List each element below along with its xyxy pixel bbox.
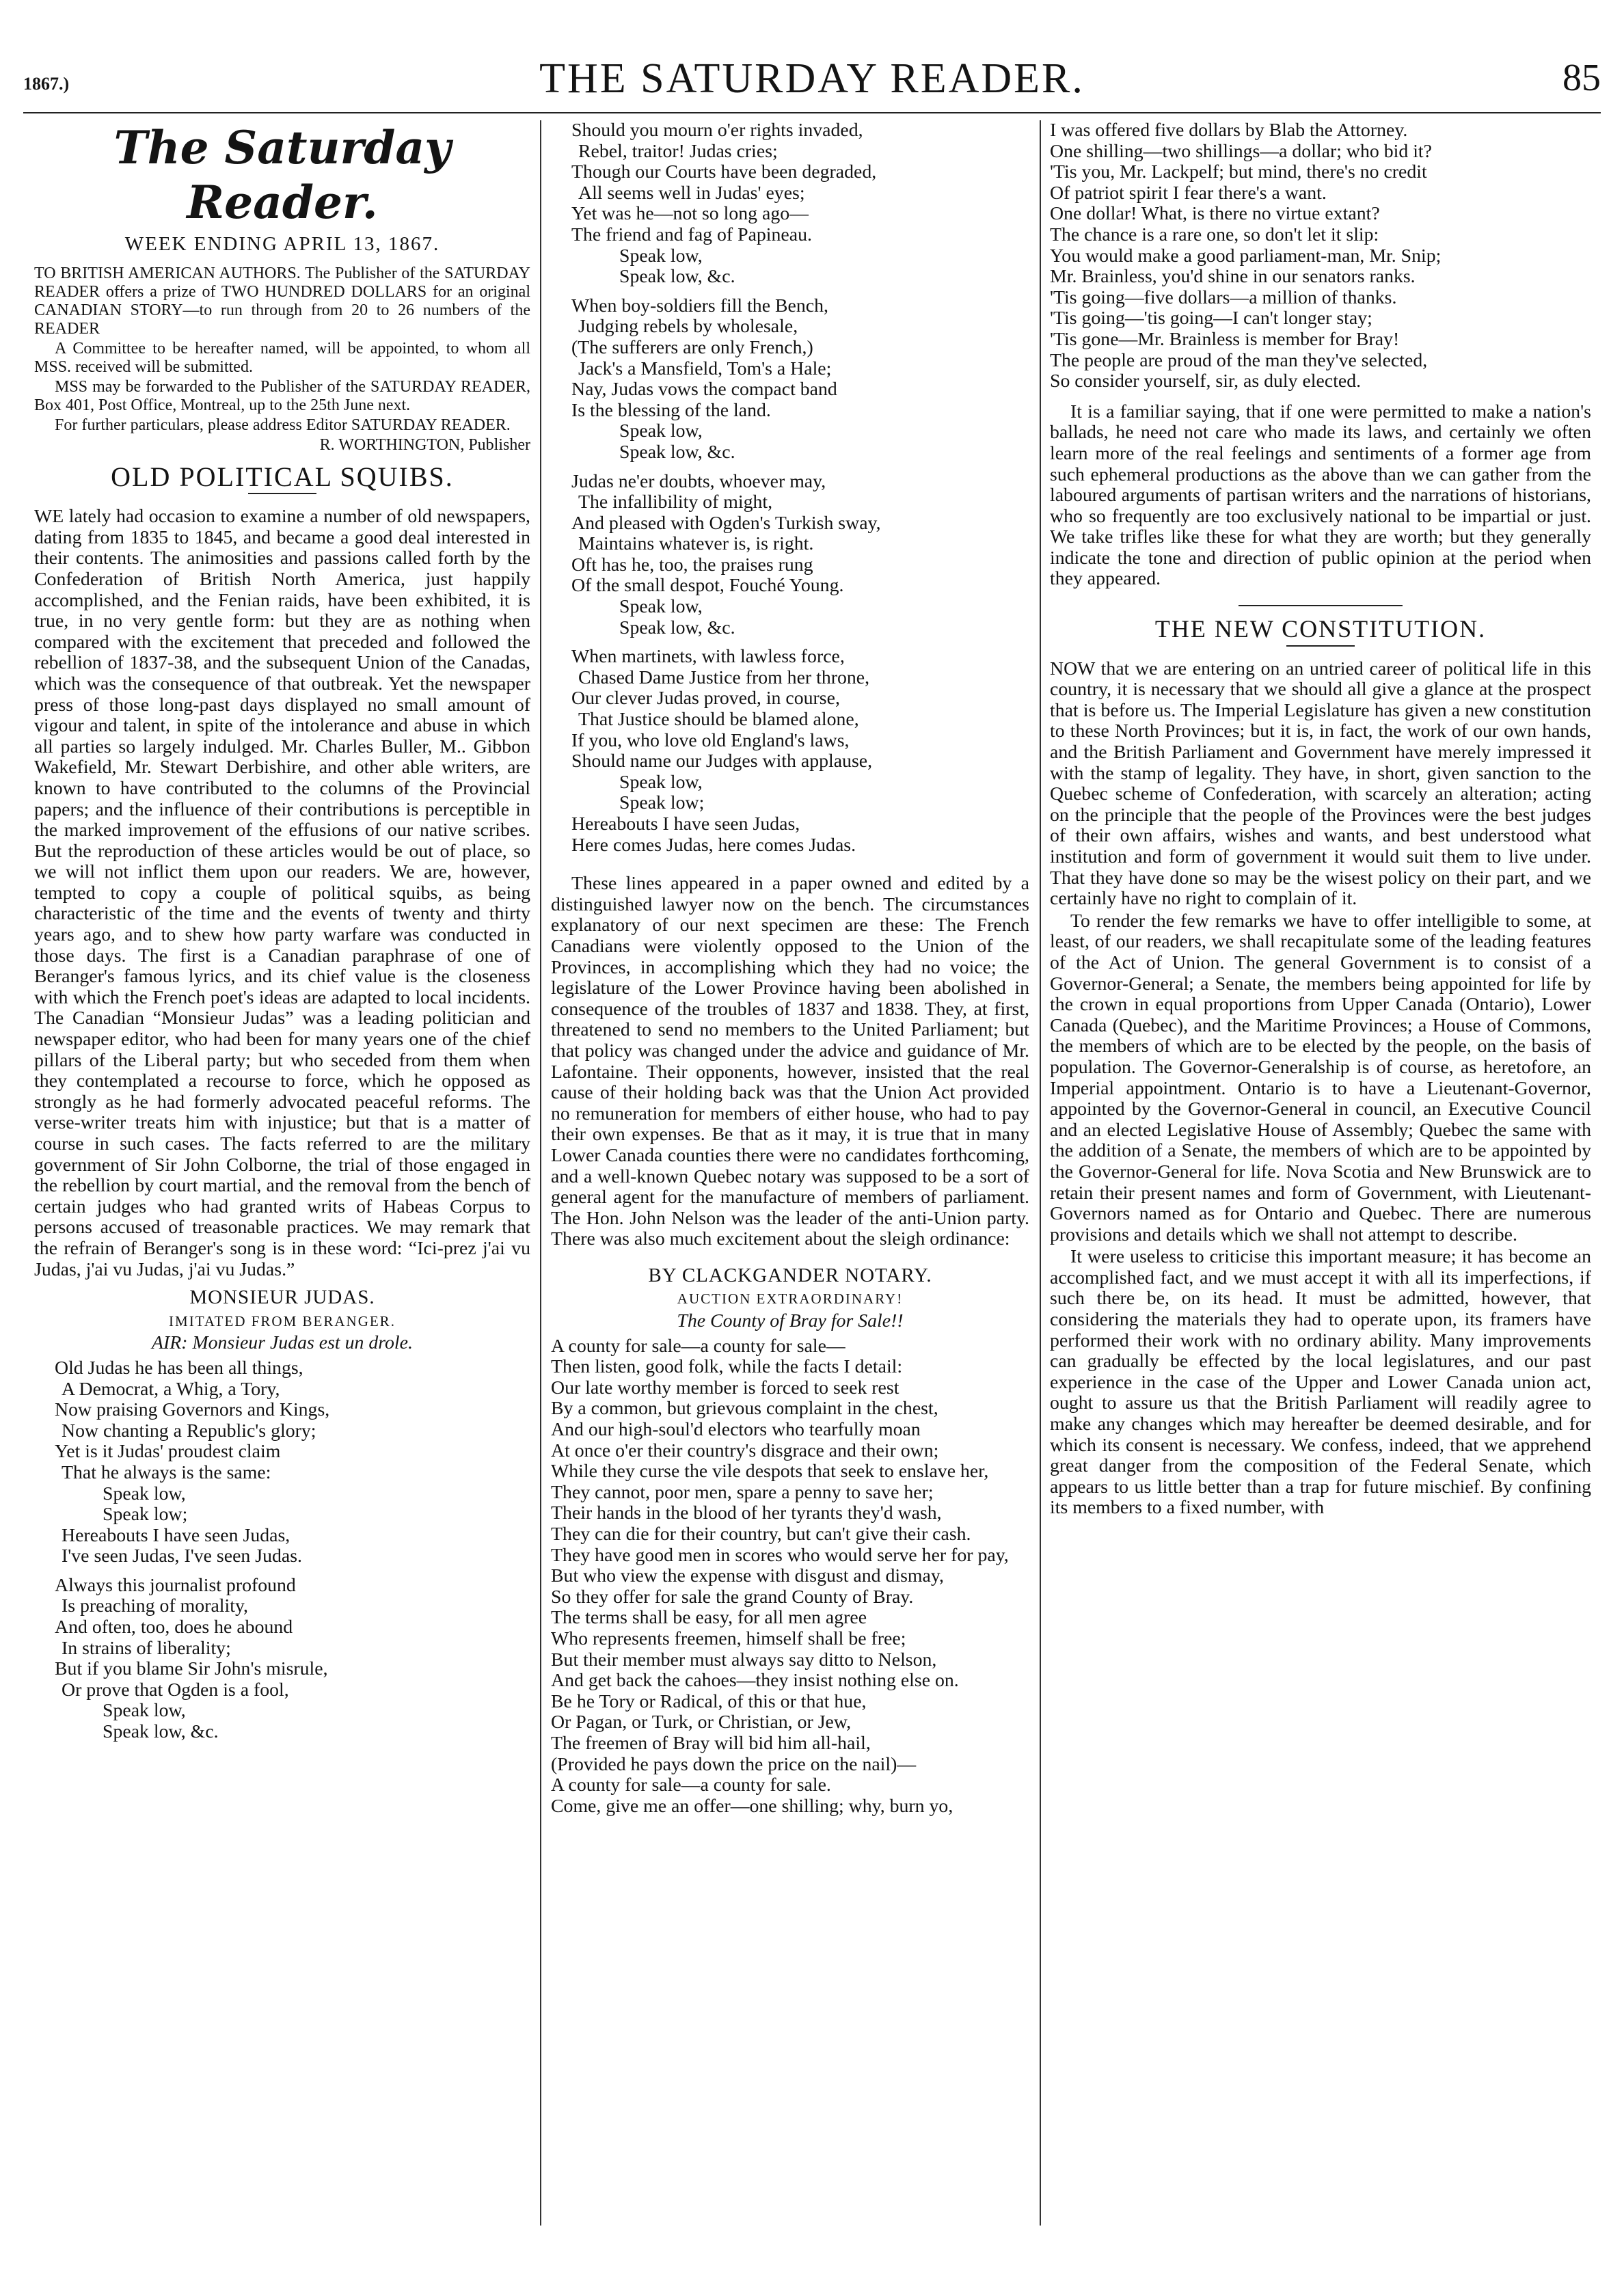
week-ending: WEEK ENDING APRIL 13, 1867. <box>124 233 440 255</box>
poem-line: (Provided he pays down the price on the nail)— <box>551 1753 917 1775</box>
poem-line: And our high-soul'd electors who tearfully moan <box>551 1419 921 1441</box>
poem-line: Judas ne'er doubts, whoever may, <box>571 470 826 492</box>
poem-line: Should you mourn o'er rights invaded, <box>571 120 863 141</box>
poem-line: Then listen, good folk, while the facts I detail: <box>551 1356 903 1378</box>
poem-line: Nay, Judas vows the compact band <box>571 379 837 401</box>
notice-signature: R. WORTHINGTON, Publisher <box>319 435 530 454</box>
poem-line: The terms shall be easy, for all men agree <box>551 1607 867 1629</box>
poem-line: That he always is the same: <box>62 1461 271 1483</box>
article-body: WE lately had occasion to examine a number of old newspapers, dating from 1835 to 1845, and became a good deal interested in their contents. The animosities and passions called forth by the Confederation of British North America, just happily accomplished, and the Fenian raids, have been exhibited, it is true, in no very gentle form: but they are as nothing when compared with the excitement that preceded and followed the rebellion of 1837-38, and the subsequent Union of the Canadas, which was the consequence of that outbreak. Yet the newspaper press of those long-past days displayed no small amount of vigour and talent, in spite of the intolerance and abuse in which all parties so largely indulged. Mr. Charles Buller, M.. Gibbon Wakefield, Mr. Stewart Derbishire, and other able writers, are known to have contributed to the columns of the Provincial papers; and the influence of their contributions is perceptible in the marked improvement of the effusions of our native scribes. But the reproduction of these articles would be out of place, so we will not inflict them upon our readers. We are, however, tempted to copy a couple of political squibs, as being characteristic of the time and the events of twenty and thirty years ago, and to shew how party warfare was conducted in those days. The first is a Canadian paraphrase of one of Beranger's famous lyrics, and its chief value is the closeness with which the French poet's ideas are adapted to local incidents. The Canadian “Monsieur Judas” was a leading politician and newspaper editor, who had been for many years one of the chief pillars of the Liberal party; but who seceded from them when they contemplated a recourse to force, which he opposed as strongly as he had formerly advocated peaceful reforms. The verse-writer treats him with injustice; but that is a matter of course in such cases. The facts referred to are the military government of Sir John Colborne, the trial of those engaged in the rebellion by court martial, and the removal from the bench of certain judges who had granted writs of Habeas Corpus to persons accused of treasonable practices. We may remark that the refrain of Beranger's song is in these word: “Ici-prez j'ai vu Judas, j'ai vu Judas, j'ai vu Judas.” <box>34 506 530 1280</box>
poem-line <box>551 288 1029 296</box>
poem-line: A county for sale—a county for sale. <box>551 1774 831 1796</box>
article-heading-constitution: THE NEW CONSTITUTION. <box>1154 615 1487 643</box>
poem-line: 'Tis gone—Mr. Brainless is member for Bray! <box>1050 328 1400 350</box>
poem-line: Rebel, traitor! Judas cries; <box>578 140 778 162</box>
poem-line: Is the blessing of the land. <box>571 399 771 421</box>
poem-line: And often, too, does he abound <box>55 1617 293 1638</box>
poem-line: Old Judas he has been all things, <box>55 1357 303 1379</box>
heading-rule <box>248 493 316 494</box>
song-subtitle: IMITATED FROM BERANGER. <box>169 1312 396 1329</box>
constitution-paragraph: NOW that we are entering on an untried career of political life in this country, it is necessary that we should all give a glance at the prospect that is before us. The Imperial Legislature has given a new constitution to these North Provinces; but it is, in fact, the work of our own hands, and the British Parliament and Government have merely impressed it with the stamp of legality. They have, in short, given sanction to the Quebec scheme of Confederation, with scarcely an alteration; acting on the principle that the people of the Provinces were the best judges of their own affairs, wishes and wants, and best understood what institution and form of government it would suit them to live under. That they have done so may be the wisest policy on their part, and we certainly have no right to complain of it. <box>1050 658 1591 910</box>
poem-line: Our clever Judas proved, in course, <box>571 688 840 709</box>
poem-line: Speak low, <box>103 1483 186 1504</box>
poem-line: Maintains whatever is, is right. <box>578 533 814 555</box>
poem-line: Speak low; <box>103 1504 188 1526</box>
poem-line: A county for sale—a county for sale— <box>551 1335 845 1357</box>
poem-line: A Democrat, a Whig, a Tory, <box>62 1378 280 1400</box>
poem-line: Speak low, <box>619 771 703 793</box>
poem-line: But who view the expense with disgust and dismay, <box>551 1565 944 1587</box>
poem-line: Their hands in the blood of her tyrants they'd wash, <box>551 1502 942 1524</box>
poem-line: When martinets, with lawless force, <box>571 646 845 668</box>
poem-line: The friend and fag of Papineau. <box>571 224 812 245</box>
section-rule <box>1239 605 1403 606</box>
poem-line: Or prove that Ogden is a fool, <box>62 1679 289 1701</box>
poem-line: Speak low, <box>619 245 703 267</box>
poem-line: Speak low; <box>619 792 705 814</box>
article-body-continued: These lines appeared in a paper owned and edited by a distinguished lawyer now on the bench. The circumstances explanatory of our next specimen are these: The French Canadians were violently opposed to the Union of the Provinces, in accomplishing which they had no voice; the legislature of the Lower Province having been abolished in consequence of the troubles of 1837 and 1838. They, at first, threatened to send no members to the United Parliament; but that policy was changed under the advice and guidance of Mr. Lafontaine. Their opponents, however, insisted that the real cause of their holding back was that the Union Act provided no remuneration for members of either house, who had to pay their own expenses. Be that as it may, it is true that in many Lower Canada counties there were no candidates forthcoming, and a well-known Quebec notary was supposed to be a sort of general agent for the manufacture of members of parliament. The Hon. John Nelson was the leader of the anti-Union party. There was also much excitement about the sleigh ordinance: <box>551 873 1029 1250</box>
poem-line: Speak low, &c. <box>619 266 735 288</box>
poem-line: Speak low, <box>103 1700 186 1722</box>
masthead: The Saturday Reader. <box>113 121 451 229</box>
column-1 <box>34 120 530 2230</box>
poem-line: Always this journalist profound <box>55 1574 296 1596</box>
heading-rule <box>1286 645 1355 647</box>
poem-line: They can die for their country, but can't give their cash. <box>551 1524 971 1545</box>
poem-line: Here comes Judas, here comes Judas. <box>571 834 856 856</box>
poem-line: All seems well in Judas' eyes; <box>578 182 805 204</box>
poem-line: Or Pagan, or Turk, or Christian, or Jew, <box>551 1712 852 1733</box>
poem-line: At once o'er their country's disgrace and their own; <box>551 1439 939 1461</box>
poem-line: (The sufferers are only French,) <box>571 336 813 358</box>
poem-line: By a common, but grievous complaint in the chest, <box>551 1398 938 1420</box>
poem-line: You would make a good parliament-man, Mr. Snip; <box>1050 245 1442 267</box>
poem-line: They cannot, poor men, spare a penny to save her; <box>551 1481 934 1503</box>
article-heading: OLD POLITICAL SQUIBS. <box>111 461 454 492</box>
header-rule <box>23 112 1601 113</box>
closing-paragraph: It is a familiar saying, that if one were permitted to make a nation's ballads, he need not care who made its laws, and certainly we often learn more of the real feelings and sentiments of a former age from such ephemeral productions as the above than we can gather from the laboured arguments of partisan writers and the narrations of historians, who so frequently are too exclusively national to be impartial or just. We take trifles like these for what they are worth; but they generally indicate the tone and direction of public opinion at the period when they appeared. <box>1050 401 1591 590</box>
poem-line: Of the small despot, Fouché Young. <box>571 575 844 597</box>
column-2 <box>551 120 1029 2230</box>
poem-line: But if you blame Sir John's misrule, <box>55 1658 328 1680</box>
song-title: MONSIEUR JUDAS. <box>189 1286 375 1309</box>
notice-paragraph: TO BRITISH AMERICAN AUTHORS. The Publisher of the SATURDAY READER offers a prize of TWO HUNDRED DOLLARS for an original CANADIAN STORY—to run through from 20 to 26 numbers of the READER <box>34 264 530 338</box>
poem-line: The freemen of Bray will bid him all-hail, <box>551 1732 871 1754</box>
poem-line: Jack's a Mansfield, Tom's a Hale; <box>578 357 832 379</box>
poem-line: But their member must always say ditto to Nelson, <box>551 1649 937 1671</box>
poem-line: If you, who love old England's laws, <box>571 729 850 751</box>
poem-line: Judging rebels by wholesale, <box>578 316 798 338</box>
poem-line: Now chanting a Republic's glory; <box>62 1420 316 1442</box>
poem-line: I was offered five dollars by Blab the Attorney. <box>1050 120 1408 141</box>
notice-paragraph: For further particulars, please address Editor SATURDAY READER. <box>55 416 511 434</box>
poem-line: And pleased with Ogden's Turkish sway, <box>571 512 881 534</box>
poem-line: Be he Tory or Radical, of this or that hue, <box>551 1690 867 1712</box>
poem-line: In strains of liberality; <box>62 1637 231 1659</box>
poem-line: And get back the cahoes—they insist nothing else on. <box>551 1670 959 1692</box>
poem-line: That Justice should be blamed alone, <box>578 709 859 731</box>
page-header <box>23 55 1601 109</box>
poem-line: I've seen Judas, I've seen Judas. <box>62 1545 302 1567</box>
constitution-paragraph: It were useless to criticise this important measure; it has become an accomplished fact, and we must accept it with all its imperfections, if such there be, on its head. It must be admitted, however, that considering the materials they had to operate upon, its framers have performed their work with no ordinary ability. Many improvements can gradually be effected by the local legislatures, and our past experience in the case of the Upper and Lower Canada union act, ought to assure us that the British Parliament will readily agree to make any changes which may hereafter be deemed desirable, and for which its consent is necessary. We confess, indeed, that we apprehend great danger from the composition of the Federal Senate, which appears to us little better than a trap for future mischief. By confining its members to a fixed number, with <box>1050 1246 1591 1519</box>
header-title: THE SATURDAY READER. <box>539 55 1085 102</box>
poem-line: Hereabouts I have seen Judas, <box>571 813 800 835</box>
column-3 <box>1050 120 1591 2230</box>
poem-line: Now praising Governors and Kings, <box>55 1399 330 1421</box>
poem-line: The infallibility of might, <box>578 491 773 513</box>
poem-monsieur-judas-continued <box>551 120 1029 856</box>
poem-line: Oft has he, too, the praises rung <box>571 554 813 576</box>
poem-line: Though our Courts have been degraded, <box>571 161 877 183</box>
poem-line: Is preaching of morality, <box>62 1595 248 1617</box>
poem-line: Speak low, &c. <box>619 441 735 463</box>
poem-line: Speak low, <box>619 596 703 618</box>
poem-line: Yet is it Judas' proudest claim <box>55 1441 281 1463</box>
poem-line: One shilling—two shillings—a dollar; who bid it? <box>1050 140 1432 162</box>
poem-line: 'Tis you, Mr. Lackpelf; but mind, there's no credit <box>1050 161 1427 183</box>
header-page-number: 85 <box>1562 57 1601 99</box>
notary-italic-title: The County of Bray for Sale!! <box>677 1310 904 1332</box>
poem-line: Mr. Brainless, you'd shine in our senators ranks. <box>1050 266 1416 288</box>
poem-line: Yet was he—not so long ago— <box>571 203 809 225</box>
poem-line <box>551 463 1029 472</box>
poem-line: Hereabouts I have seen Judas, <box>62 1524 290 1546</box>
poem-line: Come, give me an offer—one shilling; why, burn yo, <box>551 1795 953 1817</box>
poem-line: The people are proud of the man they've selected, <box>1050 349 1428 371</box>
poem-line: So consider yourself, sir, as duly elected. <box>1050 370 1362 392</box>
poem-line: 'Tis going—five dollars—a million of thanks. <box>1050 286 1397 308</box>
poem-county-of-bray <box>551 1336 1029 1817</box>
poem-line: Should name our Judges with applause, <box>571 750 873 772</box>
poem-county-of-bray-continued <box>1050 120 1591 392</box>
poem-line: While they curse the vile despots that seek to enslave her, <box>551 1461 989 1483</box>
poem-line: Of patriot spirit I fear there's a want. <box>1050 182 1327 204</box>
poem-line: So they offer for sale the grand County of Bray. <box>551 1586 914 1608</box>
notary-subtitle: AUCTION EXTRAORDINARY! <box>677 1290 904 1308</box>
poem-line: When boy-soldiers fill the Bench, <box>571 295 828 316</box>
poem-monsieur-judas <box>34 1358 530 1743</box>
poem-line: One dollar! What, is there no virtue extant? <box>1050 203 1380 225</box>
poem-line: Speak low, <box>619 420 703 442</box>
notary-title: BY CLACKGANDER NOTARY. <box>648 1264 932 1286</box>
poem-line: The chance is a rare one, so don't let it slip: <box>1050 224 1379 245</box>
header-year: 1867.) <box>23 74 70 94</box>
song-air: AIR: Monsieur Judas est un drole. <box>152 1332 413 1354</box>
poem-line: Chased Dame Justice from her throne, <box>578 666 870 688</box>
poem-line: 'Tis going—'tis going—I can't longer stay; <box>1050 308 1372 329</box>
poem-line: Who represents freemen, himself shall be free; <box>551 1627 906 1649</box>
notice-paragraph: A Committee to be hereafter named, will be appointed, to whom all MSS. received will be submitted. <box>34 339 530 376</box>
column-rule-1 <box>540 120 541 2226</box>
poem-line: Speak low, &c. <box>619 617 735 638</box>
notice-paragraph: MSS may be forwarded to the Publisher of the SATURDAY READER, Box 401, Post Office, Montreal, up to the 25th June next. <box>34 377 530 414</box>
constitution-paragraph: To render the few remarks we have to offer intelligible to some, at least, of our readers, we shall recapitulate some of the leading features of the Act of Union. The general Government is to consist of a Governor-General; a Senate, the members being appointed for life by the crown in equal proportions from Upper Canada (Ontario), Lower Canada (Quebec), and the Maritime Provinces; a House of Commons, the members of which are to be elected by the people, on the basis of population. The Governor-Generalship is of course, as heretofore, an Imperial appointment. Ontario is to have a Lieutenant-Governor, appointed by the Governor-General in council, an Executive Council and an elected Legislative House of Assembly; Quebec the same with the addition of a Senate, the members of which are to be appointed by the Governor-General for life. Nova Scotia and New Brunswick are to retain their present names and form of Government, with Lieutenant-Governors named as for Ontario and Quebec. There are numerous provisions and details which we shall not attempt to describe. <box>1050 910 1591 1245</box>
poem-line: They have good men in scores who would serve her for pay, <box>551 1544 1009 1566</box>
prize-notice <box>34 265 530 455</box>
poem-line: Speak low, &c. <box>103 1721 219 1743</box>
poem-line: Our late worthy member is forced to seek rest <box>551 1377 899 1398</box>
column-rule-2 <box>1040 120 1041 2226</box>
